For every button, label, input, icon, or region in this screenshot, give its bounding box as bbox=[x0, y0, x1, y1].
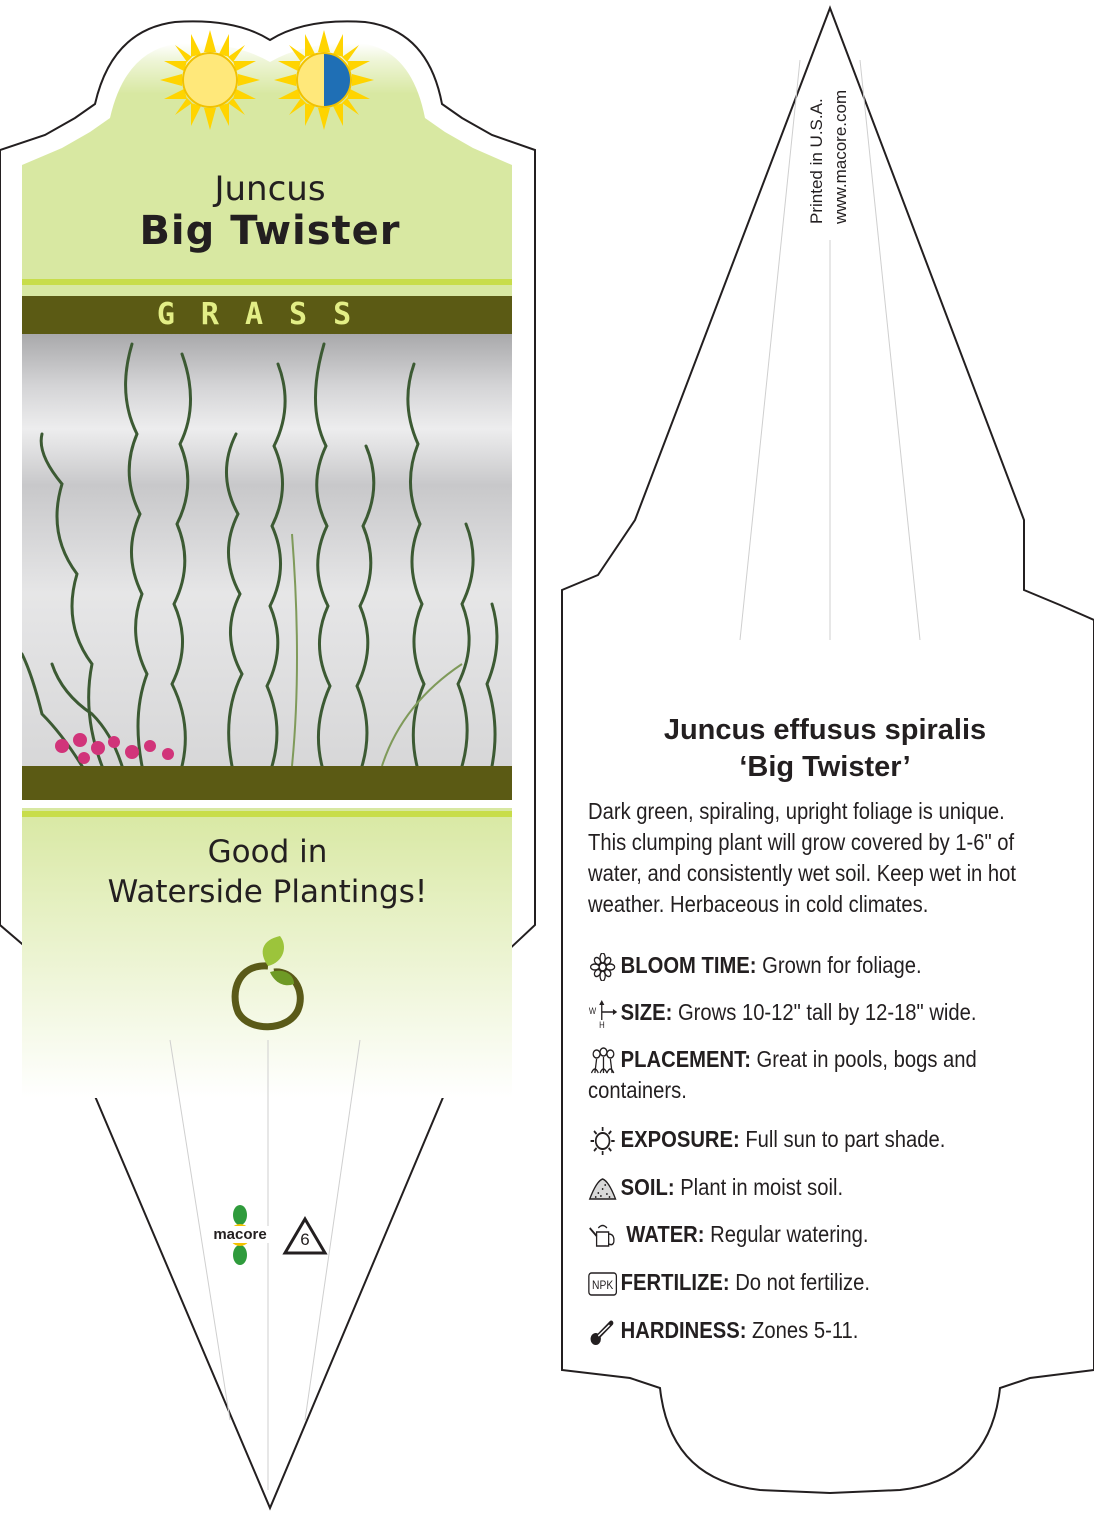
watering-can-icon bbox=[588, 1222, 617, 1250]
photo-bottom-band bbox=[22, 766, 512, 800]
attr-value: Plant in moist soil. bbox=[680, 1174, 844, 1200]
thermometer-icon bbox=[588, 1318, 617, 1346]
attr-value: Full sun to part shade. bbox=[745, 1126, 946, 1152]
svg-text:H: H bbox=[599, 1019, 605, 1028]
plant-photo bbox=[22, 334, 512, 766]
attr-exposure bbox=[588, 1124, 1057, 1155]
printed-in-text: Printed in U.S.A. bbox=[807, 98, 826, 224]
website-text: www.macore.com bbox=[831, 89, 850, 224]
description-line: Dark green, spiraling, upright foliage is unique. bbox=[588, 798, 1005, 824]
attr-label: PLACEMENT: bbox=[620, 1046, 751, 1072]
flower-icon bbox=[588, 953, 617, 981]
feature-line-1: Good in bbox=[207, 834, 328, 870]
npk-icon bbox=[588, 1270, 617, 1298]
full-sun-icon bbox=[160, 30, 260, 130]
attr-label: SIZE: bbox=[620, 999, 673, 1025]
attr-label: FERTILIZE: bbox=[620, 1269, 730, 1295]
variety-name: Big Twister bbox=[139, 208, 401, 254]
attr-value: Great in pools, bogs and bbox=[756, 1046, 977, 1072]
part-shade-icon bbox=[274, 30, 374, 130]
attr-label: SOIL: bbox=[620, 1174, 675, 1200]
attr-label: BLOOM TIME: bbox=[620, 952, 757, 978]
description bbox=[588, 796, 1057, 920]
svg-text:W: W bbox=[588, 1005, 597, 1016]
attr-value: Grown for foliage. bbox=[762, 952, 922, 978]
soil-icon bbox=[588, 1175, 617, 1203]
attr-bloom-time bbox=[588, 950, 1057, 981]
attr-fertilize bbox=[588, 1267, 1057, 1298]
attr-label: WATER: bbox=[626, 1221, 705, 1247]
attr-label: EXPOSURE: bbox=[620, 1126, 740, 1152]
sun-icon bbox=[588, 1127, 617, 1155]
seedling-logo-icon bbox=[228, 932, 308, 1032]
description-line: weather. Herbaceous in cold climates. bbox=[588, 891, 929, 917]
category-band: GRASS bbox=[22, 296, 512, 334]
attr-label: HARDINESS: bbox=[620, 1317, 747, 1343]
botanical-name: Juncus effusus spiralis bbox=[663, 714, 987, 746]
svg-text:NPK: NPK bbox=[592, 1279, 614, 1293]
recycle-code: 6 bbox=[300, 1230, 310, 1249]
attr-water bbox=[588, 1219, 1057, 1250]
attr-value: Regular watering. bbox=[710, 1221, 869, 1247]
common-name: Juncus bbox=[214, 169, 326, 209]
attr-soil bbox=[588, 1172, 1057, 1203]
bottom-stripe bbox=[22, 811, 512, 817]
attr-placement bbox=[588, 1044, 1057, 1106]
description-line: water, and consistently wet soil. Keep wet in hot bbox=[588, 860, 1017, 886]
size-icon bbox=[588, 1000, 617, 1028]
macore-brand-text: macore bbox=[204, 1226, 276, 1243]
attr-size bbox=[588, 997, 1057, 1028]
botanical-variety: ‘Big Twister’ bbox=[739, 751, 911, 783]
top-stripe bbox=[22, 279, 512, 285]
feature-line-2: Waterside Plantings! bbox=[107, 874, 428, 910]
attr-value: Grows 10-12" tall by 12-18" wide. bbox=[677, 999, 977, 1025]
attr-value: Zones 5-11. bbox=[752, 1317, 859, 1343]
placement-icon bbox=[588, 1047, 617, 1075]
description-line: This clumping plant will grow covered by 1-6" of bbox=[588, 829, 1015, 855]
attr-hardiness bbox=[588, 1315, 1057, 1346]
attr-value-continued: containers. bbox=[588, 1077, 687, 1103]
attr-value: Do not fertilize. bbox=[735, 1269, 870, 1295]
